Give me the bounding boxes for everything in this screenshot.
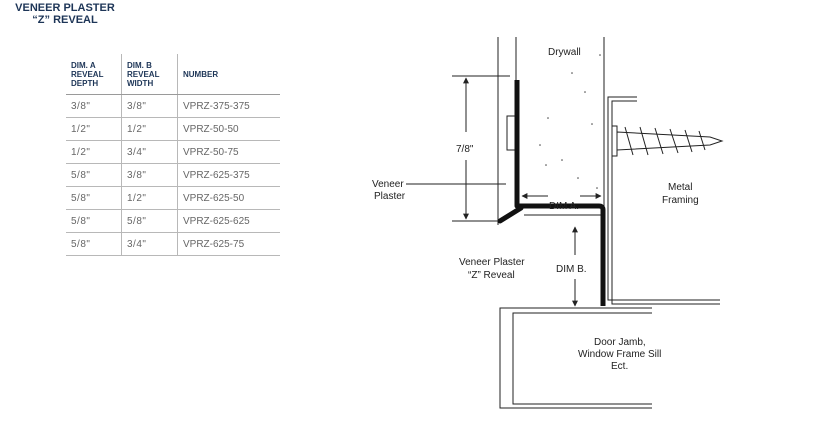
dimension-a-label: DIM A. xyxy=(549,201,580,212)
cell-number: VPRZ-50-75 xyxy=(178,141,281,164)
title-line-2: “Z” REVEAL xyxy=(32,14,98,26)
veneer-plaster-layer xyxy=(498,37,515,225)
cell-dim-b: 3/4" xyxy=(122,141,178,164)
svg-text:Plaster: Plaster xyxy=(374,191,406,202)
cell-number: VPRZ-50-50 xyxy=(178,118,281,141)
cell-dim-a: 3/8" xyxy=(66,95,122,118)
cell-dim-b: 3/8" xyxy=(122,95,178,118)
cell-dim-b: 3/8" xyxy=(122,164,178,187)
svg-text:Veneer Plaster: Veneer Plaster xyxy=(459,257,525,268)
cell-dim-a: 5/8" xyxy=(66,210,122,233)
svg-text:Veneer: Veneer xyxy=(372,179,404,190)
cell-dim-b: 5/8" xyxy=(122,210,178,233)
screw-icon xyxy=(612,126,722,156)
svg-text:Framing: Framing xyxy=(662,195,699,206)
cell-number: VPRZ-625-50 xyxy=(178,187,281,210)
cell-dim-b: 1/2" xyxy=(122,187,178,210)
drywall-label: Drywall xyxy=(548,47,581,58)
dimension-7-8-label: 7/8" xyxy=(456,144,474,155)
svg-text:Ect.: Ect. xyxy=(611,361,629,372)
header-number: NUMBER xyxy=(178,54,281,95)
svg-text:Metal: Metal xyxy=(668,182,693,193)
drywall-board xyxy=(516,37,604,215)
cell-dim-b: 1/2" xyxy=(122,118,178,141)
svg-text:“Z” Reveal: “Z” Reveal xyxy=(468,270,515,281)
svg-text:Door Jamb,: Door Jamb, xyxy=(594,337,646,348)
cell-number: VPRZ-625-375 xyxy=(178,164,281,187)
cell-dim-a: 5/8" xyxy=(66,233,122,256)
cell-dim-a: 1/2" xyxy=(66,141,122,164)
cell-dim-a: 5/8" xyxy=(66,164,122,187)
header-dim-a: DIM. A REVEAL DEPTH xyxy=(66,54,122,95)
cell-number: VPRZ-375-375 xyxy=(178,95,281,118)
metal-framing-label xyxy=(662,182,699,206)
cell-dim-b: 3/4" xyxy=(122,233,178,256)
svg-text:Window Frame Sill: Window Frame Sill xyxy=(578,349,662,360)
header-dim-b: DIM. B REVEAL WIDTH xyxy=(122,54,178,95)
cell-number: VPRZ-625-75 xyxy=(178,233,281,256)
veneer-plaster-label xyxy=(372,179,406,202)
door-jamb-label xyxy=(578,337,661,372)
cell-dim-a: 5/8" xyxy=(66,187,122,210)
dimension-b-label: DIM B. xyxy=(556,264,587,275)
cell-dim-a: 1/2" xyxy=(66,118,122,141)
title-line-1: VENEER PLASTER xyxy=(15,2,115,14)
z-reveal-label xyxy=(459,257,525,281)
cell-number: VPRZ-625-625 xyxy=(178,210,281,233)
